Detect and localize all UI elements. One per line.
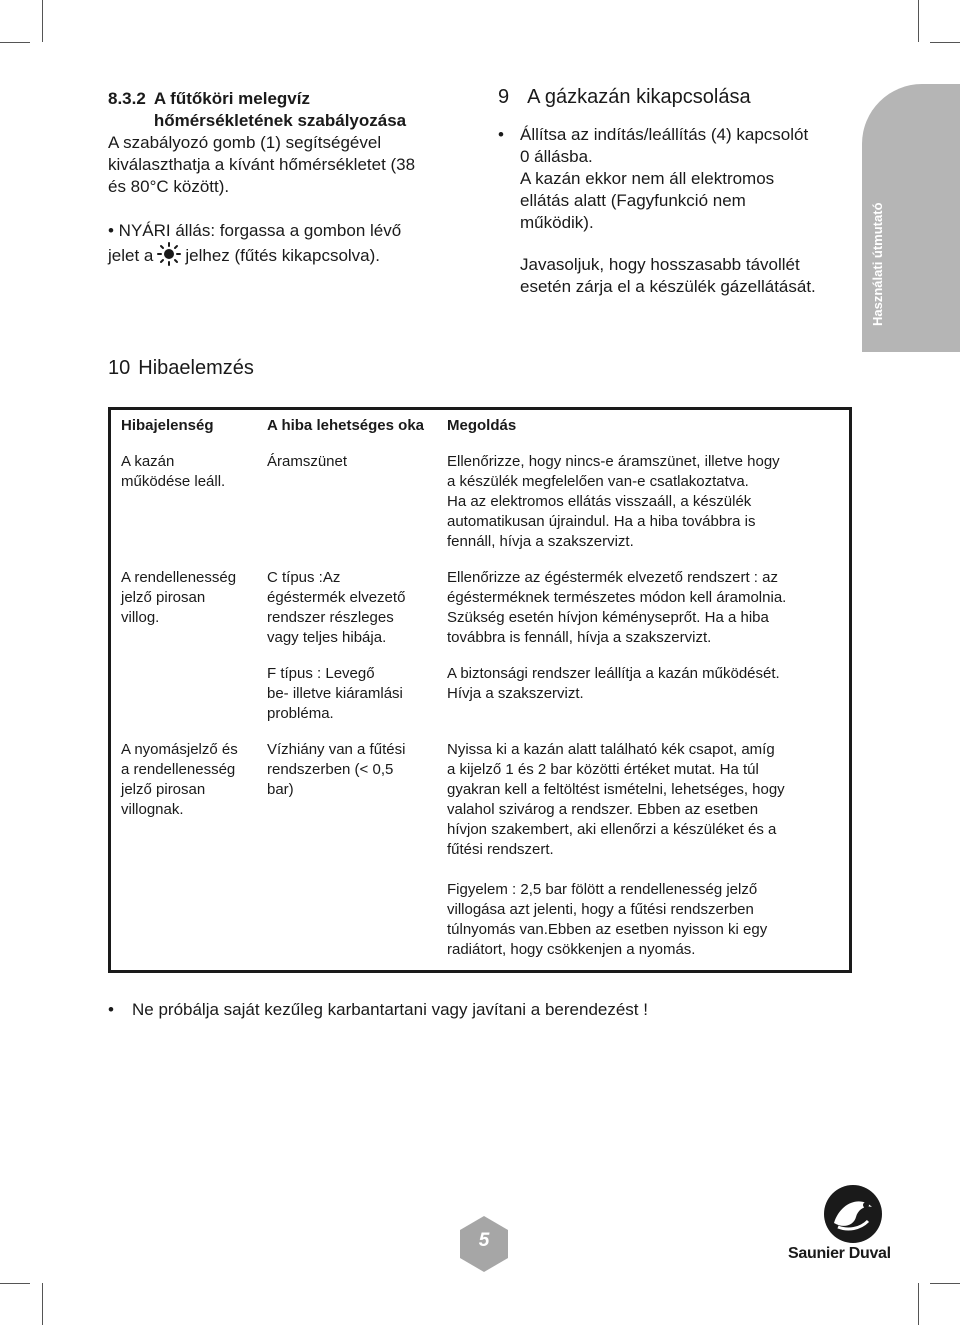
- paragraph-line: 0 állásba.: [520, 147, 593, 166]
- column-header: Megoldás: [447, 417, 517, 434]
- cell-line: C típus :Az: [267, 569, 341, 586]
- solution-paragraph: [447, 740, 841, 860]
- crop-mark: [918, 0, 919, 42]
- cause-cell: [257, 734, 437, 972]
- cell-line: Áramszünet: [267, 453, 348, 470]
- section-number: 9: [498, 86, 510, 108]
- crop-mark: [42, 0, 43, 42]
- crop-mark: [0, 42, 30, 43]
- cause-cell: [257, 658, 437, 734]
- solution-paragraph: [447, 664, 841, 704]
- bullet: •: [108, 1000, 114, 1019]
- symptom-cell: [110, 658, 258, 734]
- cell-line: A biztonsági rendszer leállítja a kazán működését.: [447, 665, 780, 682]
- paragraph-line: A kazán ekkor nem áll elektromos: [520, 169, 775, 188]
- section-832: [108, 88, 448, 272]
- cell-line: be- illetve kiáramlási: [267, 685, 403, 702]
- cell-line: valahol szivárog a rendszer. Ebben az esetben: [447, 801, 759, 818]
- solution-cell: [437, 562, 851, 658]
- cell-line: bar): [267, 781, 294, 798]
- cell-line: Vízhiány van a fűtési: [267, 741, 406, 758]
- paragraph-line: esetén zárja el a készülék gázellátását.: [520, 277, 816, 296]
- fault-table: [108, 407, 852, 973]
- cell-line: vagy teljes hibája.: [267, 629, 387, 646]
- text-span: jelet a: [108, 246, 154, 265]
- side-tab-label: Használati útmutató: [870, 202, 885, 326]
- closing-warning: [108, 1000, 648, 1020]
- cell-line: probléma.: [267, 705, 334, 722]
- bullet: •: [498, 125, 504, 144]
- symptom-cell: [110, 734, 258, 972]
- crop-mark: [0, 1283, 30, 1284]
- cell-line: Hívja a szakszervizt.: [447, 685, 584, 702]
- section-9-heading: [498, 86, 858, 108]
- paragraph-line: • NYÁRI állás: forgassa a gombon lévő: [108, 221, 402, 240]
- text-span: jelhez (fűtés kikapcsolva).: [185, 246, 381, 265]
- cell-line: gyakran kell a feltöltést ismételni, lehetséges, hogy: [447, 781, 785, 798]
- crop-mark: [930, 1283, 960, 1284]
- cell-line: égéstermék elvezető: [267, 589, 406, 606]
- section-title: Hibaelemzés: [138, 357, 254, 379]
- cell-line: A nyomásjelző és: [121, 741, 238, 758]
- crop-mark: [42, 1283, 43, 1325]
- cell-line: égésterméknek természetes módon kell áramolnia.: [447, 589, 787, 606]
- cause-cell: [257, 446, 437, 562]
- paragraph-line: kiválaszthatja a kívánt hőmérsékletet (38: [108, 155, 416, 174]
- symptom-cell: [110, 562, 258, 658]
- paragraph-line: és 80°C között).: [108, 177, 230, 196]
- list-item: [498, 124, 858, 298]
- cell-line: rendszer részleges: [267, 609, 394, 626]
- crop-mark: [930, 42, 960, 43]
- cell-line: rendszerben (< 0,5: [267, 761, 394, 778]
- paragraph-line: működik).: [520, 213, 594, 232]
- solution-cell: [437, 734, 851, 972]
- cell-line: jelző pirosan: [121, 781, 206, 798]
- table-row: [110, 562, 851, 658]
- section-832-heading: [108, 88, 448, 132]
- cell-line: hívjon szakembert, aki ellenőrzi a készüléket és a: [447, 821, 777, 838]
- cell-line: fennáll, hívja a szakszervizt.: [447, 533, 634, 550]
- cell-line: a készülék megfelelően van-e csatlakoztatva.: [447, 473, 749, 490]
- paragraph-line: [108, 242, 448, 272]
- cell-line: Ellenőrizze, hogy nincs-e áramszünet, illetve hogy: [447, 453, 780, 470]
- column-header: Hibajelenség: [121, 417, 214, 434]
- cell-line: A rendellenesség: [121, 569, 237, 586]
- paragraph-line: A szabályozó gomb (1) segítségével: [108, 133, 382, 152]
- cell-line: működése leáll.: [121, 473, 226, 490]
- cell-line: továbbra is fennáll, hívja a szakszervizt.: [447, 629, 712, 646]
- cell-line: villognak.: [121, 801, 184, 818]
- solution-paragraph: [447, 452, 841, 552]
- warning-text: Ne próbálja saját kezűleg karbantartani vagy javítani a berendezést !: [132, 1000, 648, 1019]
- solution-cell: [437, 446, 851, 562]
- brand-logo-text: Saunier Duval: [788, 1245, 891, 1262]
- cell-line: túlnyomás van.Ebben az esetben nyisson ki egy: [447, 921, 768, 938]
- section-title: hőmérsékletének szabályozása: [153, 111, 407, 130]
- cell-line: F típus : Levegő: [267, 665, 375, 682]
- cell-line: fűtési rendszert.: [447, 841, 554, 858]
- column-header: A hiba lehetséges oka: [267, 417, 425, 434]
- cause-cell: [257, 562, 437, 658]
- page-number: 5: [478, 1230, 490, 1251]
- solution-paragraph: [447, 880, 841, 960]
- solution-cell: [437, 658, 851, 734]
- cell-line: Ellenőrizze az égéstermék elvezető rendszert : az: [447, 569, 778, 586]
- section-title: A fűtőköri melegvíz: [153, 89, 310, 108]
- paragraph-line: ellátás alatt (Fagyfunkció nem: [520, 191, 746, 210]
- paragraph-line: Javasoljuk, hogy hosszasabb távollét: [520, 255, 800, 274]
- paragraph-line: Állítsa az indítás/leállítás (4) kapcsolót: [520, 125, 809, 144]
- table-row: [110, 658, 851, 734]
- cell-line: Nyissa ki a kazán alatt található kék csapot, amíg: [447, 741, 775, 758]
- cell-line: automatikusan újraindul. Ha a hiba továbbra is: [447, 513, 756, 530]
- table-header-row: [110, 409, 851, 447]
- table-row: [110, 446, 851, 562]
- cell-line: villog.: [121, 609, 160, 626]
- advice-note: [520, 254, 816, 298]
- cell-line: villogása azt jelenti, hogy a fűtési rendszerben: [447, 901, 754, 918]
- cell-line: Figyelem : 2,5 bar fölött a rendellenesség jelző: [447, 881, 758, 898]
- cell-line: a kijelző 1 és 2 bar közötti értéket mutat. Ha túl: [447, 761, 759, 778]
- cell-line: radiátort, hogy csökkenjen a nyomás.: [447, 941, 696, 958]
- cell-line: Szükség esetén hívjon kéményseprőt. Ha a hiba: [447, 609, 769, 626]
- cell-line: A kazán: [121, 453, 175, 470]
- solution-paragraph: [447, 568, 841, 648]
- section-number: 10: [108, 357, 131, 379]
- crop-mark: [918, 1283, 919, 1325]
- cell-line: jelző pirosan: [121, 589, 206, 606]
- section-9: [498, 86, 858, 298]
- table-row: [110, 734, 851, 972]
- section-10-heading: [108, 357, 254, 380]
- section-number: 8.3.2: [108, 89, 146, 108]
- cell-line: a rendellenesség: [121, 761, 236, 778]
- cell-line: Ha az elektromos ellátás visszaáll, a készülék: [447, 493, 752, 510]
- symptom-cell: [110, 446, 258, 562]
- sun-icon: [157, 242, 181, 272]
- brand-bird-icon: [822, 1183, 884, 1245]
- section-title: A gázkazán kikapcsolása: [527, 86, 751, 108]
